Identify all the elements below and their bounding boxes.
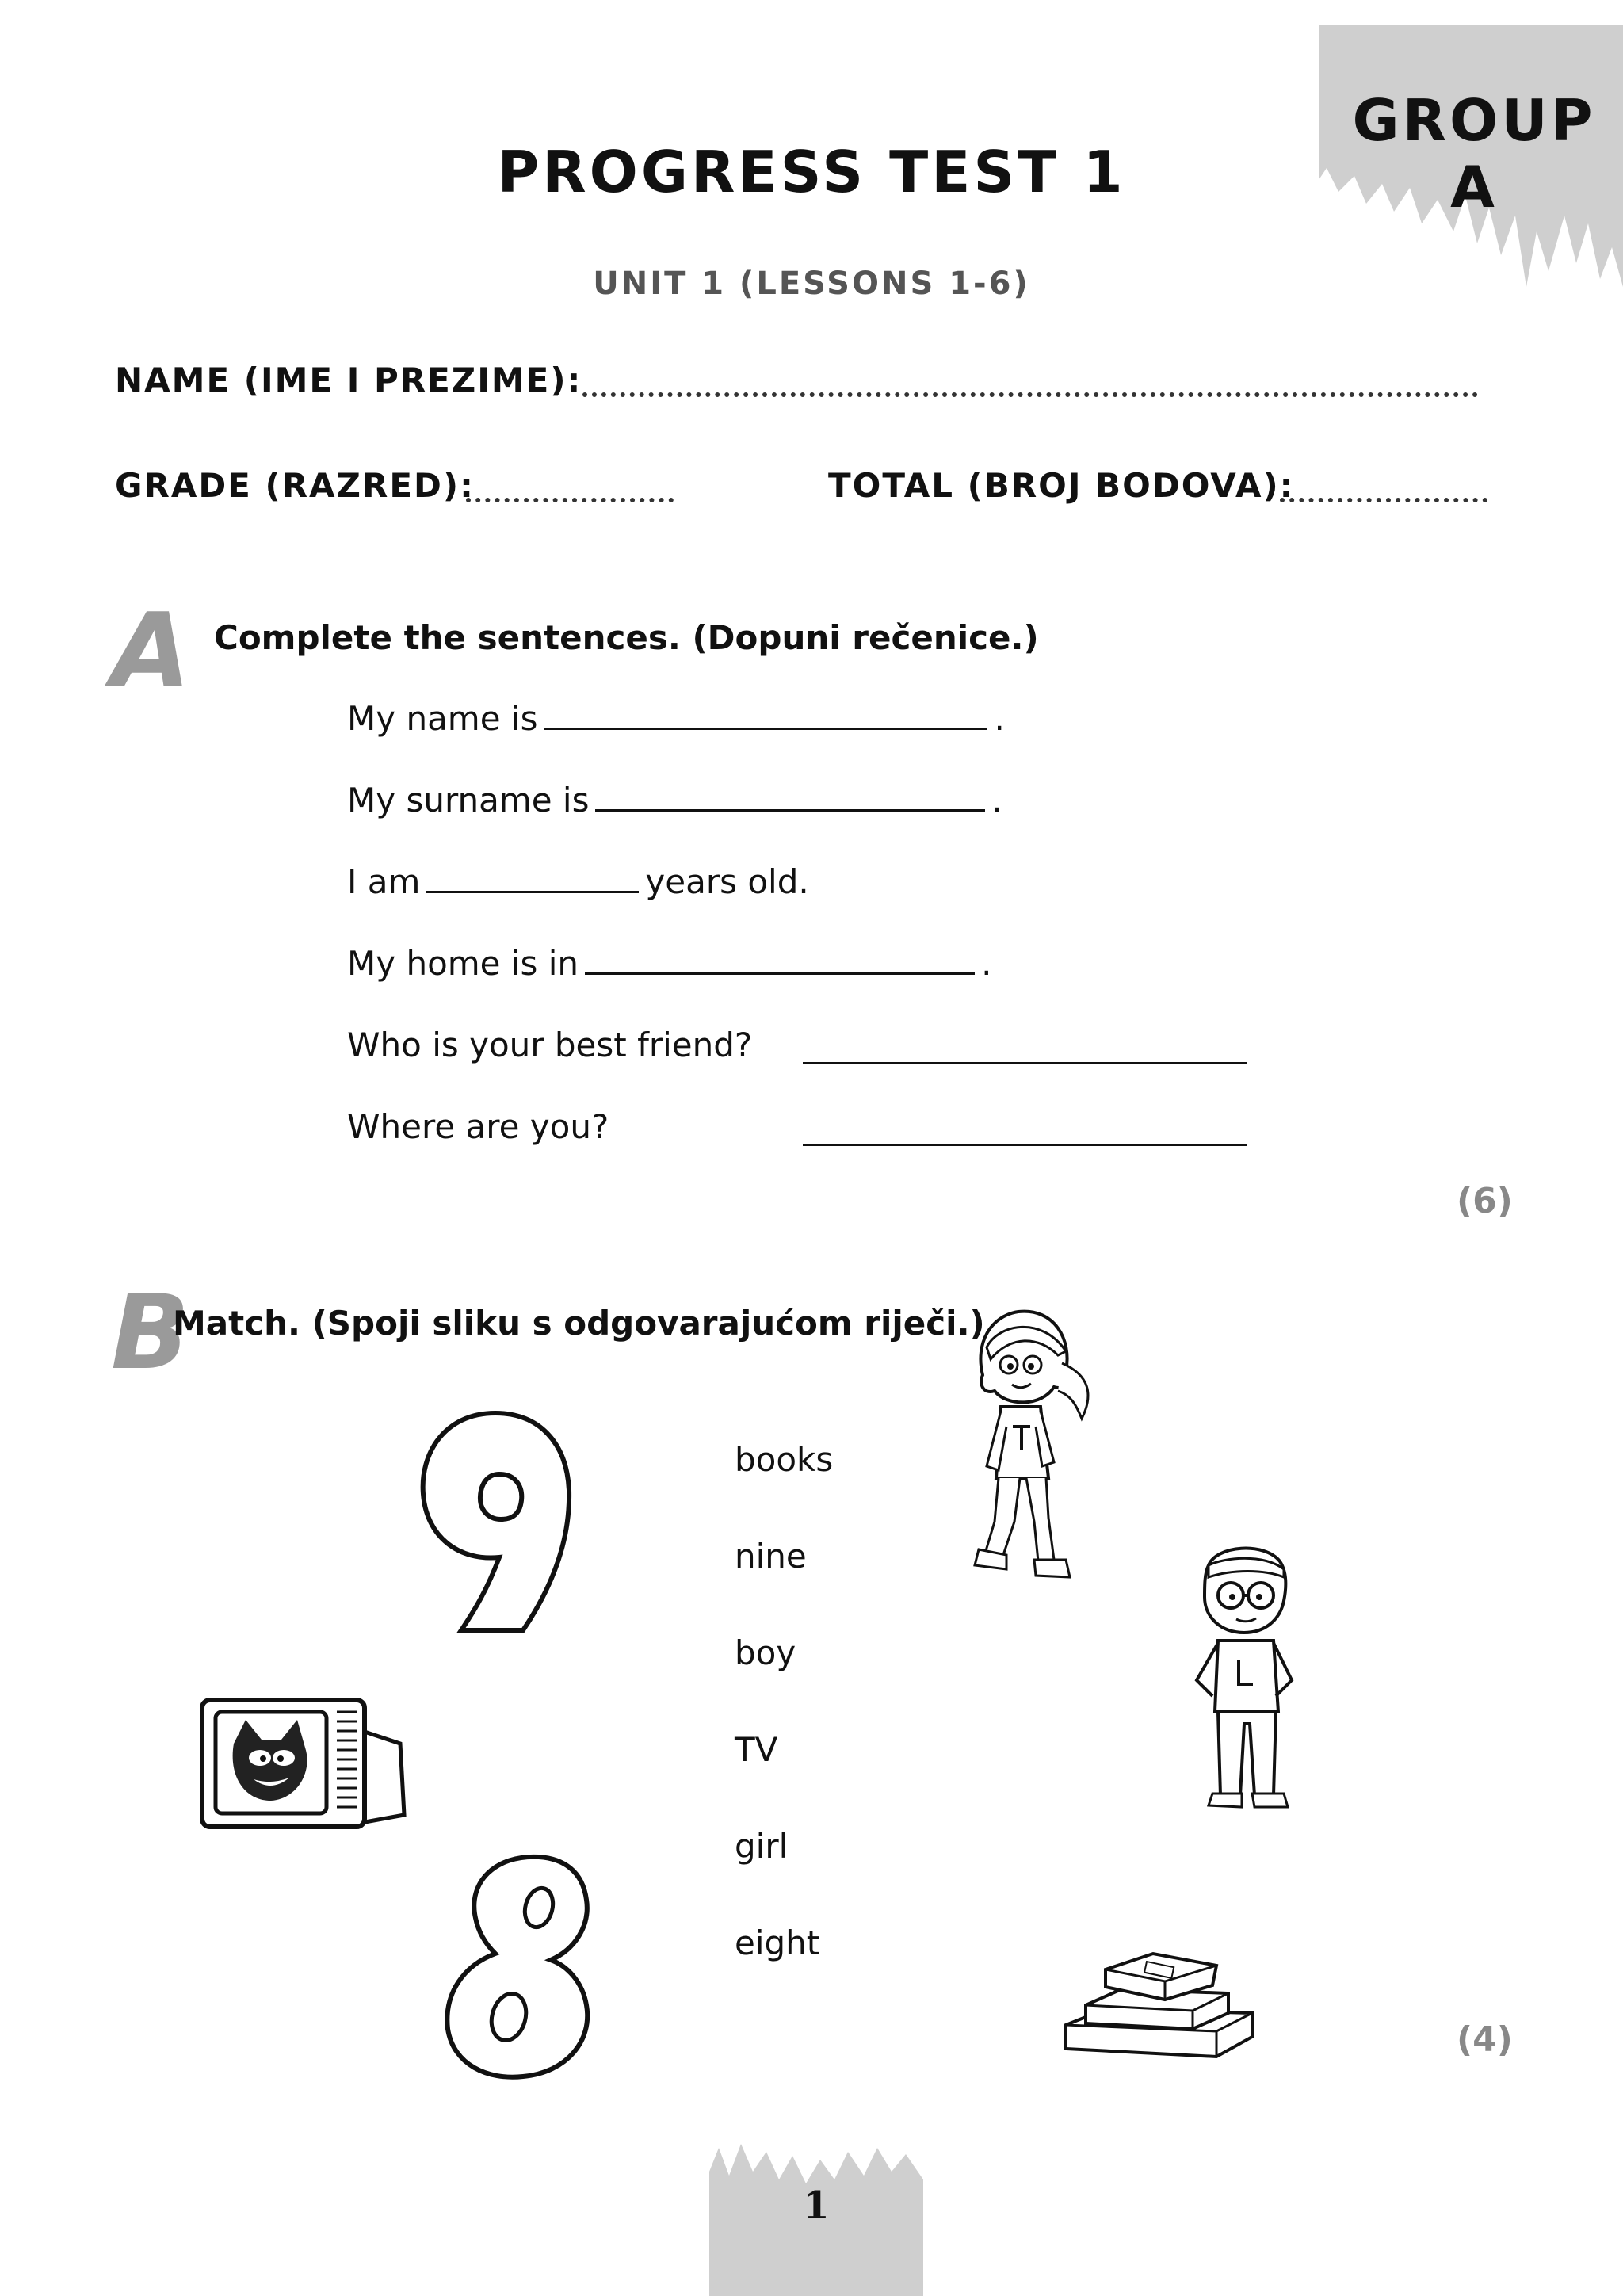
exercise-a-letter: A [111, 590, 191, 711]
sentence-name [347, 699, 1005, 738]
sentence-age [347, 862, 809, 901]
sentence-text: I am [347, 862, 421, 901]
sentence-surname [347, 781, 1002, 819]
answer-blank[interactable] [426, 891, 639, 893]
name-field[interactable] [582, 392, 1478, 397]
nine-digit-picture[interactable] [412, 1407, 579, 1637]
girl-picture[interactable] [963, 1308, 1102, 1589]
sentence-text: My home is in [347, 944, 579, 983]
answer-blank[interactable] [544, 728, 987, 730]
page-number: 1 [803, 2183, 830, 2228]
word-nine[interactable]: nine [735, 1537, 807, 1576]
exercise-b-score: (4) [1457, 2019, 1513, 2060]
answer-blank[interactable] [595, 809, 985, 812]
tv-picture[interactable] [198, 1696, 408, 1835]
exercise-b-letter: B [111, 1272, 190, 1392]
sentence-text: . [994, 699, 1005, 738]
sentence-text: My surname is [347, 781, 590, 819]
exercise-a-score: (6) [1457, 1181, 1513, 1221]
question-best-friend: Who is your best friend? [347, 1026, 753, 1064]
sentence-text: My name is [347, 699, 538, 738]
word-books[interactable]: books [735, 1440, 834, 1479]
exercise-a-title: Complete the sentences. (Dopuni rečenice.) [214, 618, 1039, 657]
boy-picture[interactable] [1185, 1541, 1304, 1823]
question-where: Where are you? [347, 1107, 609, 1146]
sentence-home [347, 944, 991, 983]
word-eight[interactable]: eight [735, 1924, 820, 1962]
word-girl[interactable]: girl [735, 1827, 789, 1866]
word-tv[interactable]: TV [735, 1730, 778, 1769]
books-picture[interactable] [1058, 1938, 1260, 2065]
exercise-b-title: Match. (Spoji sliku s odgovarajućom riječi.) [173, 1304, 985, 1343]
answer-blank[interactable] [585, 972, 975, 975]
name-label: NAME (IME I PREZIME): [115, 361, 582, 399]
grade-field[interactable] [466, 498, 674, 502]
page-title: PROGRESS TEST 1 [497, 139, 1126, 205]
eight-digit-picture[interactable] [420, 1851, 602, 2084]
page-subtitle: UNIT 1 (LESSONS 1-6) [593, 266, 1030, 302]
sentence-text: . [991, 781, 1002, 819]
sentence-text: years old. [645, 862, 809, 901]
total-field[interactable] [1280, 498, 1487, 502]
answer-line[interactable] [803, 1062, 1247, 1064]
answer-line[interactable] [803, 1144, 1247, 1146]
sentence-text: . [981, 944, 992, 983]
word-boy[interactable]: boy [735, 1633, 796, 1672]
total-label: TOTAL (BROJ BODOVA): [828, 466, 1295, 505]
grade-label: GRADE (RAZRED): [115, 466, 475, 505]
group-label: GROUP A [1352, 87, 1596, 220]
